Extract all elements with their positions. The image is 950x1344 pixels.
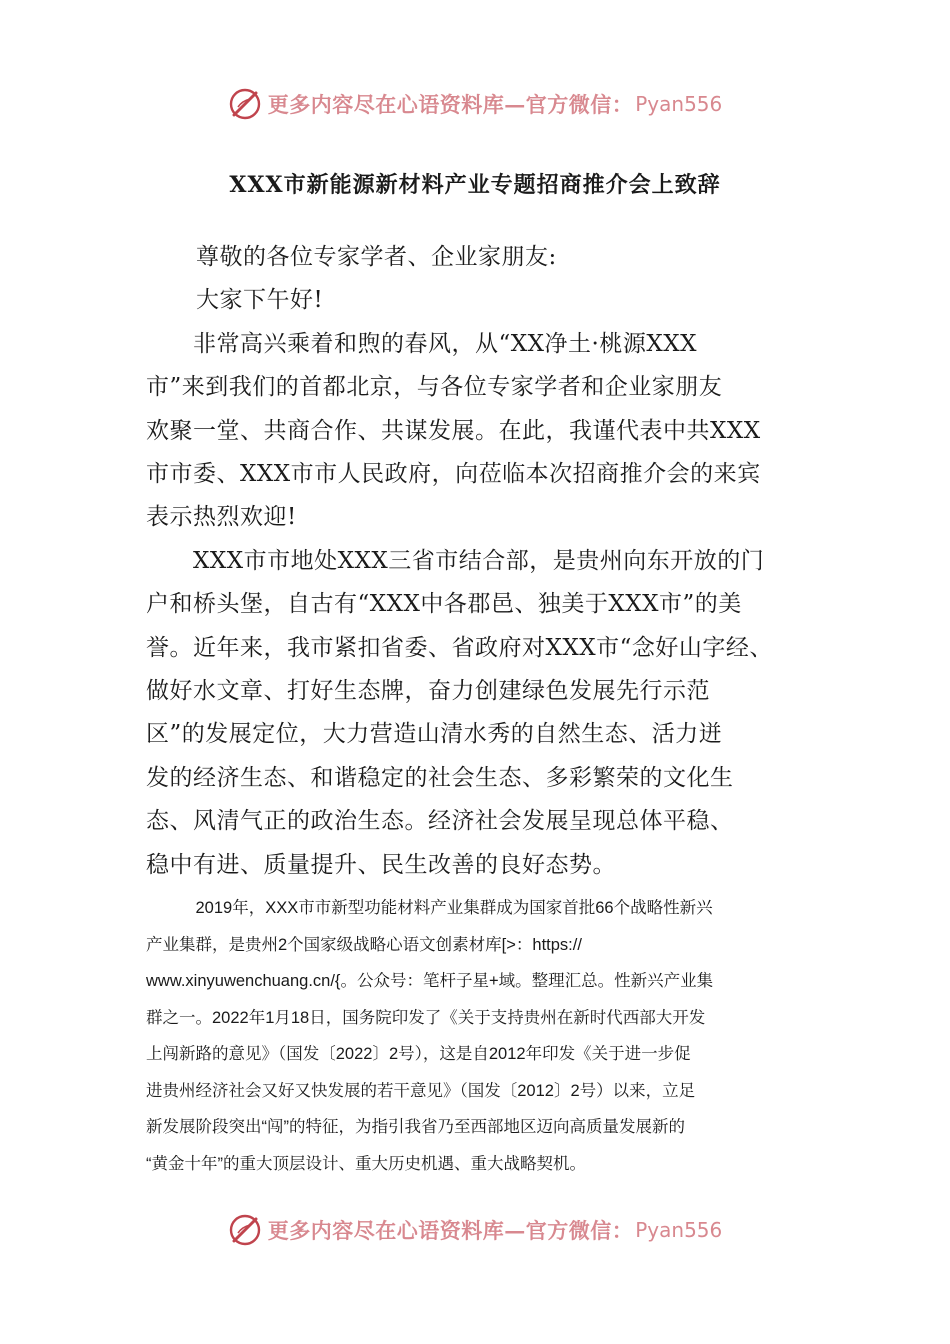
paragraph-line: 产业集群，是贵州2个国家级战略心语文创素材库[>：https:// <box>146 935 582 954</box>
paragraph-line: 稳中有进、质量提升、民生改善的良好态势。 <box>146 851 616 878</box>
paragraph-line: 上闯新路的意见》（国发〔2022〕2号），这是自2012年印发《关于进一步促 <box>146 1045 691 1063</box>
paragraph-line: 欢聚一堂、共商合作、共谋发展。在此，我谨代表中共XXX <box>146 417 761 444</box>
banner-text: 更多内容尽在心语资料库—官方微信： <box>267 1218 634 1243</box>
document-body <box>146 236 826 887</box>
paragraph-line: XXX市市地处XXX三省市结合部，是贵州向东开放的门 <box>146 547 765 574</box>
paragraph-line: 区”的发展定位，大力营造山清水秀的自然生态、活力迸 <box>146 721 723 748</box>
paragraph-line: 誉。近年来，我市紧扣省委、省政府对XXX市“念好山字经、 <box>146 634 773 661</box>
paragraph-line: 新发展阶段突出“闯”的特征，为指引我省乃至西部地区迈向高质量发展新的 <box>146 1118 685 1136</box>
paragraph-line: 非常高兴乘着和煦的春风，从“XX净土·桃源XXX <box>146 330 697 357</box>
paragraph-line: 群之一。2022年1月18日，国务院印发了《关于支持贵州在新时代西部大开发 <box>146 1008 706 1027</box>
paragraph-line: 户和桥头堡，自古有“XXX中各郡邑、独美于XXX市”的美 <box>146 591 742 618</box>
paragraph-line: 市市委、XXX市市人民政府，向莅临本次招商推介会的来宾 <box>146 461 761 488</box>
paragraph-line: 进贵州经济社会又好又快发展的若干意见》（国发〔2012〕2号）以来，立足 <box>146 1081 696 1100</box>
paragraph-line: 2019年，XXX市市新型功能材料产业集群成为国家首批66个战略性新兴 <box>146 899 713 917</box>
header-banner <box>0 84 950 124</box>
paragraph-line: www.xinyuwenchuang.cn/{。公众号：笔杆子星+域。整理汇总。性新兴产业集 <box>146 972 714 990</box>
pen-logo-icon <box>228 87 262 121</box>
paragraph-2 <box>146 540 826 887</box>
paragraph-line: 市”来到我们的首都北京，与各位专家学者和企业家朋友 <box>146 374 723 401</box>
document-title: XXX市新能源新材料产业专题招商推介会上致辞 <box>229 172 721 198</box>
paragraph-line: 发的经济生态、和谐稳定的社会生态、多彩繁荣的文化生 <box>146 764 734 791</box>
paragraph-line: 做好水文章、打好生态牌，奋力创建绿色发展先行示范 <box>146 678 710 705</box>
footer-banner <box>0 1210 950 1250</box>
paragraph-line: 态、风清气正的政治生态。经济社会发展呈现总体平稳、 <box>146 808 734 835</box>
salutation: 尊敬的各位专家学者、企业家朋友: <box>196 244 557 270</box>
banner-text: 更多内容尽在心语资料库—官方微信： <box>267 92 634 117</box>
banner-contact: Pyan556 <box>635 1218 723 1242</box>
banner-contact: Pyan556 <box>635 92 723 116</box>
pen-logo-icon <box>228 1213 262 1247</box>
paragraph-line: 表示热烈欢迎! <box>146 504 297 531</box>
paragraph-3 <box>146 890 806 1182</box>
greeting: 大家下午好! <box>196 287 324 314</box>
paragraph-line: “黄金十年”的重大顶层设计、重大历史机遇、重大战略契机。 <box>146 1154 586 1173</box>
paragraph-1 <box>146 323 826 540</box>
